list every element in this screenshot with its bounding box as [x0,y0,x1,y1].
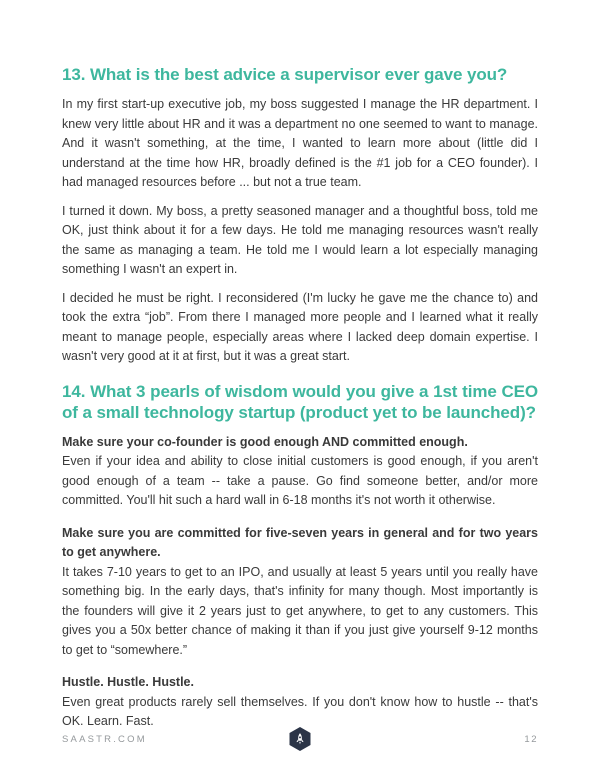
footer-website-label: SAASTR.COM [62,733,147,745]
page-number: 12 [524,733,538,745]
advice-block-commitment [62,524,538,661]
advice-body-cofounder: Even if your idea and ability to close initial customers is good enough, if you aren't good enough of a team -- take a pause. Go find someone better, and/or more committed. You'll hit such a hard wall in 6-18 months it's not worth it otherwise. [62,454,538,507]
advice-lead-commitment: Make sure you are committed for five-seven years in general and for two years to get anywhere. [62,525,538,559]
advice-body-hustle: Even great products rarely sell themselves. If you don't know how to hustle -- that's OK. Learn. Fast. [62,694,538,728]
page-content [62,64,538,745]
advice-lead-hustle: Hustle. Hustle. Hustle. [62,675,194,689]
question-14-heading: 14. What 3 pearls of wisdom would you give a 1st time CEO of a small technology startup (product yet to be launched)? [62,381,538,422]
question-13-paragraph-3: I decided he must be right. I reconsidered (I'm lucky he gave me the chance to) and took the extra “job”. From there I managed more people and I learned what it really meant to manage people, especially areas where I lacked deep domain expertise. I wasn't very good at it at first, but it was a great start. [62,290,538,363]
question-13-paragraph-2: I turned it down. My boss, a pretty seasoned manager and a thoughtful boss, told me OK, just think about it for a few days. He told me managing resources wasn't really the same as managing a team. He told me I would learn a lot especially managing something I wasn't an expert in. [62,203,538,276]
advice-lead-cofounder: Make sure your co-founder is good enough AND committed enough. [62,434,468,449]
advice-body-commitment: It takes 7-10 years to get to an IPO, and usually at least 5 years until you really have something big. In the early days, that's infinity for many though. Most importantly is the founders will give it 2 years just to get anywhere, to get to any customers. This gives you a 50x better chance of making it than if you just give yourself 9-12 months to get to “somewhere.” [62,564,538,657]
advice-block-cofounder [62,433,538,511]
question-13-paragraph-1: In my first start-up executive job, my boss suggested I manage the HR department. I knew very little about HR and it was a department no one seemed to want to manage. And it wasn't something, at the time, I wanted to learn more about (little did I understand at the time how HR, broadly defined is the #1 job for a CEO founder). I had managed resources before ... but not a true team. [62,97,538,189]
question-13-heading: 13. What is the best advice a supervisor ever gave you? [62,65,508,84]
saastr-rocket-hexagon-logo-icon [290,727,311,751]
advice-block-hustle [62,673,538,732]
page-footer [62,727,538,751]
